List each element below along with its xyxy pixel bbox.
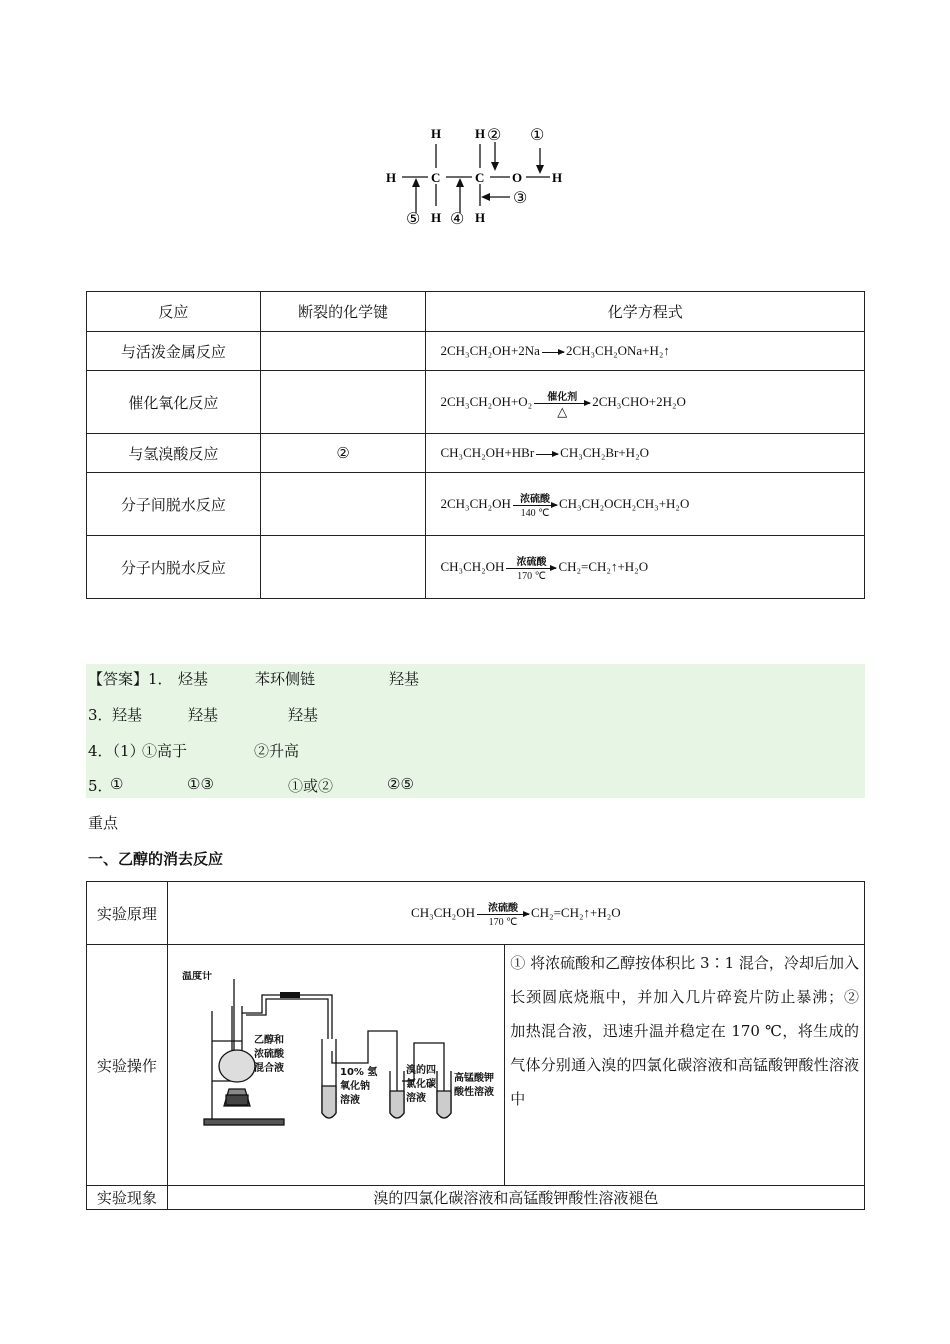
bond-broken (260, 371, 426, 434)
label-naoh: 氧化钠 (339, 1081, 370, 1092)
header-bond: 断裂的化学键 (260, 292, 426, 332)
reaction-name: 与活泼金属反应 (87, 332, 261, 371)
bond-broken (260, 473, 426, 536)
answer-item: ①或② (288, 777, 334, 795)
section-title: 一、乙醇的消去反应 (88, 850, 224, 868)
bond-broken (260, 536, 426, 599)
label-naoh: 10% 氢 (339, 1067, 378, 1078)
answer-box (86, 664, 865, 798)
condition-bottom: 170 ℃ (488, 916, 518, 928)
condition-bottom: 140 ℃ (520, 507, 550, 519)
label-kmno4: 高锰酸钾 (453, 1073, 494, 1084)
bond-broken: ② (260, 434, 426, 473)
answer-line-4-prefix: 5． (88, 777, 113, 795)
principle-label: 实验原理 (87, 882, 168, 945)
reaction-name: 催化氧化反应 (87, 371, 261, 434)
label-br2: 溴的四 (405, 1065, 436, 1076)
equation-right: CH₃CH₂Br+H₂O (560, 445, 649, 460)
reaction-arrow (534, 391, 590, 419)
equation-right: CH₂=CH₂↑+H₂O (558, 559, 649, 574)
answer-line-2-prefix: 3． (88, 706, 113, 724)
marker-5: ⑤ (406, 211, 421, 228)
label-thermometer: 温度计 (181, 971, 212, 982)
answer-item: 羟基 (288, 706, 319, 724)
table-row (87, 371, 865, 434)
experiment-table (86, 881, 865, 1210)
table-row (87, 945, 865, 1186)
label-br2: 氯化碳 (405, 1079, 436, 1090)
marker-2: ② (487, 127, 502, 144)
header-reaction: 反应 (87, 292, 261, 332)
equation-right: CH₃CH₂OCH₂CH₃+H₂O (558, 496, 690, 511)
reaction-arrow (542, 352, 564, 353)
atom-h-c2-top: H (475, 126, 486, 141)
table-header-row (87, 292, 865, 332)
label-flask: 乙醇和 (253, 1035, 284, 1046)
atom-h-left: H (386, 170, 397, 185)
key-point-label: 重点 (88, 814, 119, 832)
equation-left: CH₃CH₂OH+HBr (440, 445, 535, 460)
equation-right: 2CH₃CHO+2H₂O (592, 394, 686, 409)
equation (426, 473, 865, 536)
condition-top: 浓硫酸 (519, 493, 550, 505)
apparatus-diagram (182, 971, 502, 1141)
operation-label: 实验操作 (87, 945, 168, 1186)
phenomenon-label: 实验现象 (87, 1186, 168, 1210)
equation (426, 434, 865, 473)
answer-item: 苯环侧链 (255, 670, 316, 688)
equation (426, 332, 865, 371)
answer-item: 羟基 (188, 706, 219, 724)
equation (426, 371, 865, 434)
label-flask: 浓硫酸 (253, 1049, 284, 1060)
label-naoh: 溶液 (339, 1095, 360, 1106)
table-row (87, 536, 865, 599)
phenomenon-text: 溴的四氯化碳溶液和高锰酸钾酸性溶液褪色 (167, 1186, 864, 1210)
answer-item: ①高于 (142, 742, 188, 760)
condition-top: 催化剂 (547, 391, 578, 403)
reaction-arrow (477, 902, 529, 928)
equation-left: CH₃CH₂OH (440, 559, 505, 574)
answer-item: ②升高 (254, 742, 300, 760)
equation-right: CH₂=CH₂↑+H₂O (531, 905, 621, 920)
atom-h-c1-top: H (431, 126, 442, 141)
atom-c1: C (431, 170, 441, 185)
condition-bottom: 170 ℃ (517, 570, 546, 582)
marker-3: ③ (513, 190, 528, 207)
equation-left: CH₃CH₂OH (411, 905, 475, 920)
atom-c2: C (475, 170, 485, 185)
bond-broken (260, 332, 426, 371)
label-kmno4: 酸性溶液 (453, 1087, 494, 1098)
marker-1: ① (530, 127, 545, 144)
equation (426, 536, 865, 599)
reaction-arrow (536, 454, 558, 455)
answer-line-1-prefix: 【答案】1． (88, 670, 173, 688)
answer-item: 羟基 (389, 670, 420, 688)
ethanol-structure-diagram (380, 118, 580, 233)
table-row (87, 882, 865, 945)
answer-item: ① (110, 775, 124, 793)
operation-steps (505, 945, 865, 1186)
principle-equation (167, 882, 864, 945)
table-row (87, 434, 865, 473)
reaction-arrow (513, 493, 557, 519)
table-row (87, 332, 865, 371)
label-br2: 溶液 (405, 1093, 426, 1104)
condition-bottom: △ (557, 403, 568, 419)
reaction-table (86, 291, 865, 599)
operation-text: ① 将浓硫酸和乙醇按体积比 3∶1 混合，冷却后加入长颈圆底烧瓶中，并加入几片碎瓷片防止暴沸；② 加热混合液，迅速升温并稳定在 170 ℃，将生成的气体分别通入溴的四氯化碳溶液和高锰酸钾酸性溶液中 (510, 954, 859, 1108)
answer-item: 烃基 (178, 670, 209, 688)
condition-top: 浓硫酸 (516, 556, 547, 568)
equation-left: 2CH₃CH₂OH (440, 496, 511, 511)
atom-h-c1-bottom: H (431, 210, 442, 225)
reaction-arrow (506, 556, 556, 582)
atom-h-right: H (552, 170, 563, 185)
answer-item: 羟基 (112, 706, 143, 724)
atom-o: O (512, 170, 523, 185)
apparatus-cell (167, 945, 505, 1186)
answer-line-3-prefix: 4．（1） (88, 742, 145, 760)
marker-4: ④ (450, 211, 465, 228)
condition-top: 浓硫酸 (488, 902, 518, 914)
answer-item: ①③ (187, 775, 214, 793)
reaction-name: 分子内脱水反应 (87, 536, 261, 599)
equation-left: 2CH₃CH₂OH+O₂ (440, 394, 533, 409)
reaction-name: 与氢溴酸反应 (87, 434, 261, 473)
label-flask: 混合液 (253, 1063, 284, 1074)
header-equation: 化学方程式 (426, 292, 865, 332)
table-row (87, 473, 865, 536)
equation-right: 2CH₃CH₂ONa+H₂↑ (565, 343, 670, 358)
table-row (87, 1186, 865, 1210)
reaction-name: 分子间脱水反应 (87, 473, 261, 536)
atom-h-c2-bottom: H (475, 210, 486, 225)
equation-left: 2CH₃CH₂OH+2Na (440, 343, 540, 358)
answer-item: ②⑤ (387, 775, 414, 793)
